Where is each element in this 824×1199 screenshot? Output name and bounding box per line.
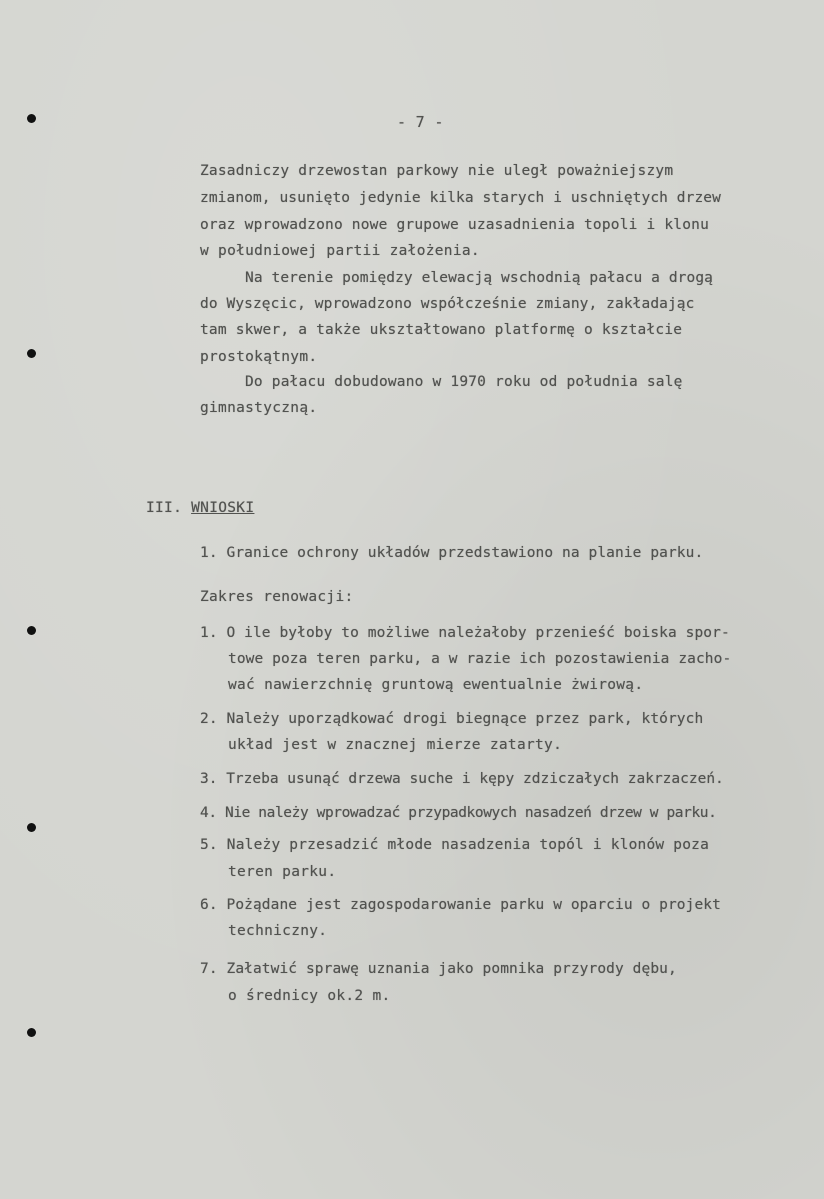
list-item: 5. Należy przesadzić młode nasadzenia topól i klonów poza [200, 837, 709, 853]
paragraph-line: gimnastyczną. [200, 400, 318, 416]
paragraph-line: tam skwer, a także ukształtowano platformę o kształcie [200, 322, 683, 338]
list-item: techniczny. [228, 923, 328, 939]
list-item: 1. O ile byłoby to możliwe należałoby przenieść boiska spor- [200, 625, 730, 641]
list-item: towe poza teren parku, a w razie ich pozostawienia zacho- [228, 651, 732, 667]
list-item: 7. Załatwić sprawę uznania jako pomnika przyrody dębu, [200, 961, 677, 977]
paragraph-line: prostokątnym. [200, 349, 318, 365]
punch-hole-3 [27, 626, 36, 635]
list-item: 2. Należy uporządkować drogi biegnące przez park, których [200, 711, 704, 727]
punch-hole-1 [27, 114, 36, 123]
list-item: 3. Trzeba usunąć drzewa suche i kępy zdziczałych zakrzaczeń. [200, 771, 724, 787]
section-number: III. [146, 500, 183, 516]
list-item: wać nawierzchnię gruntową ewentualnie żwirową. [228, 677, 644, 693]
list-item: 4. Nie należy wprowadzać przypadkowych nasadzeń drzew w parku. [200, 805, 717, 821]
paragraph-line: oraz wprowadzono nowe grupowe uzasadnienia topoli i klonu [200, 217, 709, 233]
list-item: teren parku. [228, 864, 337, 880]
list-item: układ jest w znacznej mierze zatarty. [228, 737, 563, 753]
section-heading [146, 500, 254, 516]
list-item-intro: 1. Granice ochrony układów przedstawiono na planie parku. [200, 545, 704, 561]
paragraph-line: w południowej partii założenia. [200, 243, 480, 259]
scope-label: Zakres renowacji: [200, 589, 354, 605]
list-item: 6. Pożądane jest zagospodarowanie parku w oparciu o projekt [200, 897, 721, 913]
paragraph-line: Na terenie pomiędzy elewacją wschodnią pałacu a drogą [245, 270, 713, 286]
paragraph-line: do Wyszęcic, wprowadzono współcześnie zmiany, zakładając [200, 296, 695, 312]
section-title: WNIOSKI [191, 500, 255, 516]
paragraph-line: Zasadniczy drzewostan parkowy nie uległ poważniejszym [200, 163, 674, 179]
punch-hole-2 [27, 349, 36, 358]
punch-hole-4 [27, 823, 36, 832]
paragraph-line: zmianom, usunięto jedynie kilka starych i uschniętych drzew [200, 190, 721, 206]
page-number: - 7 - [397, 113, 444, 131]
punch-hole-5 [27, 1028, 36, 1037]
paragraph-line: Do pałacu dobudowano w 1970 roku od południa salę [245, 374, 683, 390]
list-item: o średnicy ok.2 m. [228, 988, 391, 1004]
